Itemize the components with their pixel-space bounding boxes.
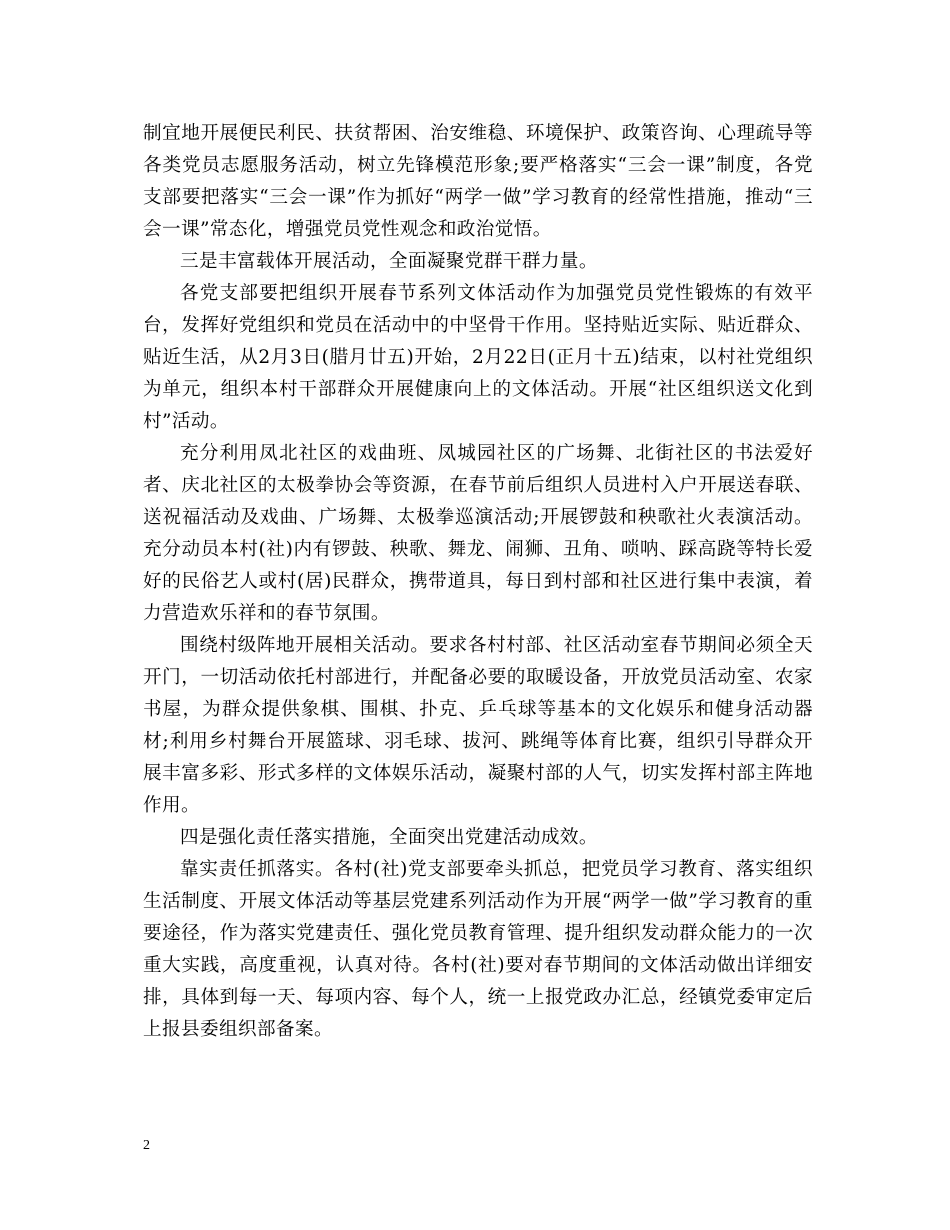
paragraph-5: 围绕村级阵地开展相关活动。要求各村村部、社区活动室春节期间必须全天开门，一切活动依托村部进行，并配备必要的取暖设备，开放党员活动室、农家书屋，为群众提供象棋、围棋、扑克、乒乓球等基本的文化娱乐和健身活动器材;利用乡村舞台开展篮球、羽毛球、拔河、跳绳等体育比赛，组织引导群众开展丰富多彩、形式多样的文体娱乐活动，凝聚村部的人气，切实发挥村部主阵地作用。 xyxy=(143,635,813,816)
paragraph-1: 制宜地开展便民利民、扶贫帮困、治安维稳、环境保护、政策咨询、心理疏导等各类党员志愿服务活动，树立先锋模范形象;要严格落实“三会一课”制度，各党支部要把落实“三会一课”作为抓好“两学一做”学习教育的经常性措施，推动“三会一课”常态化，增强党员党性观念和政治觉悟。 xyxy=(143,123,813,240)
paragraph-4: 充分利用凤北社区的戏曲班、凤城园社区的广场舞、北街社区的书法爱好者、庆北社区的太极拳协会等资源，在春节前后组织人员进村入户开展送春联、送祝福活动及戏曲、广场舞、太极拳巡演活动;开展锣鼓和秧歌社火表演活动。充分动员本村(社)内有锣鼓、秧歌、舞龙、闹狮、丑角、唢呐、踩高跷等特长爱好的民俗艺人或村(居)民群众，携带道具，每日到村部和社区进行集中表演，着力营造欢乐祥和的春节氛围。 xyxy=(143,443,813,624)
paragraph-7: 靠实责任抓落实。各村(社)党支部要牵头抓总，把党员学习教育、落实组织生活制度、开展文体活动等基层党建系列活动作为开展“两学一做”学习教育的重要途径，作为落实党建责任、强化党员教育管理、提升组织发动群众能力的一次重大实践，高度重视，认真对待。各村(社)要对春节期间的文体活动做出详细安排，具体到每一天、每项内容、每个人，统一上报党政办汇总，经镇党委审定后上报县委组织部备案。 xyxy=(143,859,813,1040)
document-body xyxy=(143,118,813,1046)
page-number: 2 xyxy=(143,1138,150,1153)
paragraph-3: 各党支部要把组织开展春节系列文体活动作为加强党员党性锻炼的有效平台，发挥好党组织和党员在活动中的中坚骨干作用。坚持贴近实际、贴近群众、贴近生活，从2月3日(腊月廿五)开始，2月22日(正月十五)结束，以村社党组织为单元，组织本村干部群众开展健康向上的文体活动。开展“社区组织送文化到村”活动。 xyxy=(143,283,813,432)
paragraph-2-heading: 三是丰富载体开展活动，全面凝聚党群干群力量。 xyxy=(180,251,598,272)
paragraph-6-heading: 四是强化责任落实措施，全面突出党建活动成效。 xyxy=(180,827,598,848)
